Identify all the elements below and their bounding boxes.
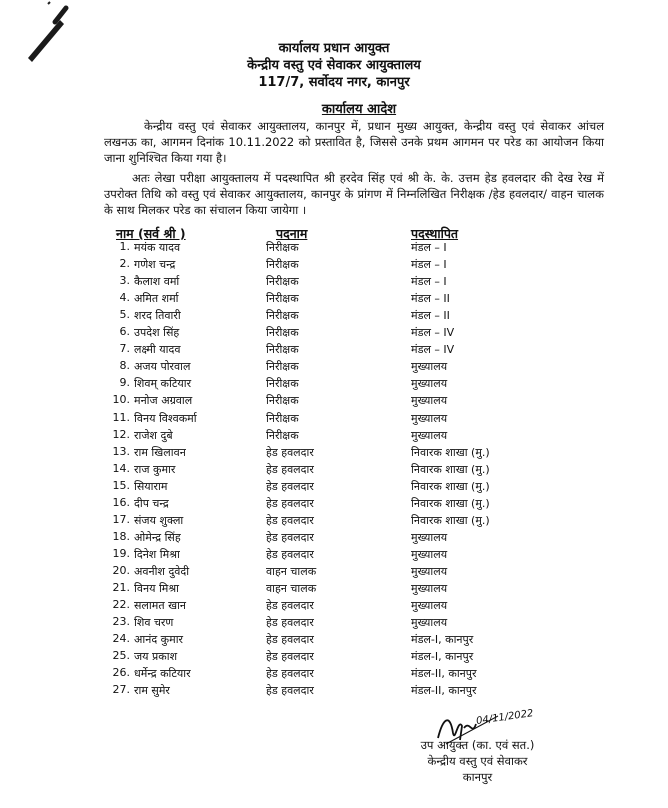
staff-posting: मंडल-II, कानपुर [411, 684, 477, 698]
row-number: 1. [119, 240, 130, 253]
commissionerate-title: केन्द्रीय वस्तु एवं सेवाकर आयुक्तालय [247, 58, 421, 73]
row-number: 24. [112, 632, 130, 646]
staff-designation: निरीक्षक [266, 275, 299, 289]
staff-name: विनय विश्वकर्मा [134, 411, 197, 425]
row-number: 13. [112, 444, 130, 458]
staff-posting: निवारक शाखा (मु.) [411, 513, 490, 527]
table-row [0, 666, 668, 683]
staff-name: शिव चरण [134, 616, 174, 630]
row-number: 21. [112, 581, 130, 594]
table-row [0, 308, 668, 325]
table-row [0, 496, 668, 513]
staff-posting: मंडल – I [411, 241, 447, 254]
staff-posting: मंडल – II [411, 292, 450, 306]
row-number: 15. [112, 478, 130, 492]
staff-posting: निवारक शाखा (मु.) [411, 496, 490, 510]
staff-designation: हेड हवलदार [266, 547, 314, 561]
table-row [0, 632, 668, 649]
staff-posting: मुख्यालय [411, 428, 448, 442]
table-row [0, 291, 668, 308]
column-header-name: नाम (सर्व श्री ) [116, 226, 186, 241]
signatory-designation: उप आयुक्त (का. एवं सत.) [420, 738, 535, 752]
table-row [0, 683, 668, 700]
staff-designation: हेड हवलदार [266, 479, 314, 493]
staff-name: दीप चन्द्र [134, 496, 169, 510]
table-row [0, 445, 668, 462]
staff-posting: मंडल-I, कानपुर [411, 633, 474, 647]
staff-name: मनोज अग्रवाल [134, 394, 193, 408]
order-title: कार्यालय आदेश [321, 102, 397, 117]
row-number: 4. [119, 291, 130, 305]
staff-designation: वाहन चालक [266, 582, 317, 595]
row-number: 25. [112, 649, 130, 663]
staff-designation: हेड हवलदार [266, 599, 314, 613]
staff-posting: मुख्यालय [411, 411, 448, 425]
row-number: 10. [112, 393, 130, 407]
staff-posting: मुख्यालय [411, 394, 448, 408]
row-number: 8. [119, 359, 130, 373]
office-title: कार्यालय प्रधान आयुक्त [278, 41, 390, 56]
table-row [0, 530, 668, 547]
row-number: 7. [119, 342, 130, 356]
row-number: 11. [112, 410, 130, 424]
row-number: 26. [112, 666, 130, 680]
row-number: 27. [112, 683, 130, 697]
table-row [0, 547, 668, 564]
order-paragraph-2: अतः लेखा परीक्षा आयुक्तालय में पदस्थापित श्री हरदेव सिंह एवं श्री के. के. उत्तम हेड हवलदार की देख रेख में उपरोक्त तिथि को वस्तु एवं सेवाकर आयुक्तालय, कानपुर के प्रांगण में निम्नलिखित निरीक्षक /हेड हवलदार/ वाहन चालक के साथ मिलकर परेड का संचालन किया जायेगा । [104, 171, 604, 217]
staff-designation: निरीक्षक [266, 377, 299, 391]
staff-name: शिवम् कटियार [134, 377, 192, 391]
staff-name: आनंद कुमार [134, 633, 184, 647]
staff-name: अमित शर्मा [134, 292, 179, 306]
staff-designation: निरीक्षक [266, 258, 299, 272]
row-number: 20. [112, 563, 130, 577]
table-row [0, 359, 668, 376]
row-number: 18. [112, 529, 130, 543]
staff-posting: मुख्यालय [411, 377, 448, 391]
staff-posting: निवारक शाखा (मु.) [411, 479, 490, 493]
row-number: 16. [112, 495, 130, 509]
staff-name: राम खिलावन [134, 445, 186, 459]
order-paragraph-1: केन्द्रीय वस्तु एवं सेवाकर आयुक्तालय, कानपुर में, प्रधान मुख्य आयुक्त, केन्द्रीय वस्तु एवं सेवाकर आंचल लखनऊ का, आगमन दिनांक 10.11.2022 को प्रस्तावित है, जिससे उनके प्रथम आगमन पर परेड का आयोजन किया जाना शुनिश्चित किया गया है। [104, 119, 604, 165]
table-row [0, 564, 668, 581]
staff-name: सलामत खान [134, 599, 187, 613]
staff-name: दिनेश मिश्रा [134, 547, 180, 561]
table-row [0, 513, 668, 530]
staff-designation: हेड हवलदार [266, 496, 314, 510]
staff-posting: मंडल – I [411, 275, 447, 289]
staff-posting: निवारक शाखा (मु.) [411, 462, 490, 476]
signature-date: 04/11/2022 [475, 708, 535, 727]
staff-posting: मुख्यालय [411, 547, 448, 561]
staff-posting: मंडल – II [411, 309, 450, 323]
staff-posting: मंडल – I [411, 258, 447, 272]
table-row [0, 479, 668, 496]
table-row [0, 257, 668, 274]
staff-name: अजय पोरवाल [134, 360, 191, 374]
row-number: 19. [112, 546, 130, 560]
staff-designation: हेड हवलदार [266, 650, 314, 664]
staff-designation: हेड हवलदार [266, 684, 314, 698]
staff-designation: हेड हवलदार [266, 462, 314, 476]
staff-posting: मुख्यालय [411, 599, 448, 613]
staff-designation: निरीक्षक [266, 326, 299, 340]
signatory-city: कानपुर [462, 770, 493, 784]
staff-posting: मुख्यालय [411, 360, 448, 374]
staff-posting: मंडल-II, कानपुर [411, 667, 477, 681]
row-number: 12. [112, 427, 130, 441]
staff-name: उपदेश सिंह [134, 326, 180, 340]
staff-name: अवनीश दुवेदी [134, 564, 190, 578]
staff-posting: मंडल – IV [411, 343, 455, 357]
signatory-office: केन्द्रीय वस्तु एवं सेवाकर [427, 754, 528, 768]
staff-name: विनय मिश्रा [134, 582, 180, 595]
row-number: 9. [119, 376, 130, 390]
staff-designation: हेड हवलदार [266, 513, 314, 527]
row-number: 5. [119, 308, 130, 322]
staff-posting: मुख्यालय [411, 616, 448, 630]
staff-posting: मंडल – IV [411, 326, 455, 340]
staff-name: राम सुमेर [134, 684, 170, 698]
table-row [0, 428, 668, 445]
staff-designation: निरीक्षक [266, 411, 299, 425]
staff-designation: हेड हवलदार [266, 667, 314, 681]
table-row [0, 393, 668, 410]
row-number: 22. [112, 598, 130, 612]
table-row [0, 649, 668, 666]
table-row [0, 342, 668, 359]
staff-designation: निरीक्षक [266, 309, 299, 323]
table-row [0, 581, 668, 598]
staff-designation: निरीक्षक [266, 343, 299, 357]
table-row [0, 240, 668, 257]
staff-name: जय प्रकाश [134, 650, 178, 664]
row-number: 2. [119, 257, 130, 271]
staff-posting: मुख्यालय [411, 582, 448, 595]
staff-name: सियाराम [134, 479, 168, 493]
row-number: 14. [112, 461, 130, 475]
staff-posting: मंडल-I, कानपुर [411, 650, 474, 664]
staff-name: मयंक यादव [134, 241, 181, 254]
staff-designation: निरीक्षक [266, 394, 299, 408]
table-row [0, 615, 668, 632]
row-number: 17. [112, 512, 130, 526]
table-row [0, 376, 668, 393]
table-row [0, 274, 668, 291]
staff-name: कैलाश वर्मा [134, 275, 180, 289]
staff-designation: वाहन चालक [266, 564, 317, 578]
staff-name: ओमेन्द्र सिंह [134, 530, 181, 544]
table-row [0, 411, 668, 428]
table-row [0, 598, 668, 615]
staff-designation: हेड हवलदार [266, 616, 314, 630]
row-number: 3. [119, 274, 130, 288]
staff-name: लक्ष्मी यादव [134, 343, 181, 357]
column-header-designation: पदनाम [276, 226, 308, 241]
office-address: 117/7, सर्वोदय नगर, कानपुर [258, 75, 410, 90]
staff-posting: मुख्यालय [411, 564, 448, 578]
staff-designation: निरीक्षक [266, 428, 299, 442]
staff-posting: निवारक शाखा (मु.) [411, 445, 490, 459]
staff-designation: हेड हवलदार [266, 530, 314, 544]
staff-name: राजेश दुबे [134, 428, 173, 442]
staff-name: संजय शुक्ला [134, 513, 184, 527]
column-header-posting: पदस्थापित [411, 226, 459, 241]
staff-name: राज कुमार [134, 462, 176, 476]
staff-designation: निरीक्षक [266, 360, 299, 374]
row-number: 23. [112, 615, 130, 629]
table-row [0, 462, 668, 479]
staff-posting: मुख्यालय [411, 530, 448, 544]
staff-designation: निरीक्षक [266, 241, 299, 254]
staff-designation: निरीक्षक [266, 292, 299, 306]
staff-name: धर्मेन्द्र कटियार [134, 667, 191, 681]
table-row [0, 325, 668, 342]
staff-name: गणेश चन्द्र [134, 258, 176, 272]
staff-designation: हेड हवलदार [266, 633, 314, 647]
staff-designation: हेड हवलदार [266, 445, 314, 459]
staff-name: शरद तिवारी [134, 309, 181, 323]
row-number: 6. [119, 325, 130, 339]
